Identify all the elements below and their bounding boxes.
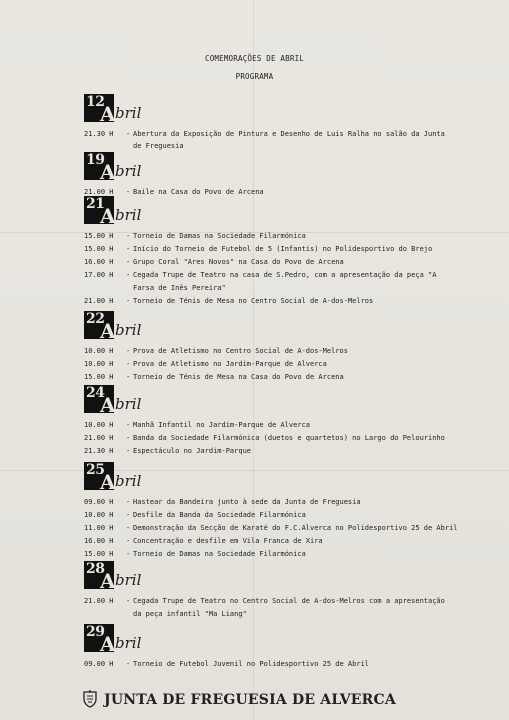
event-line — [84, 498, 484, 508]
month-capital: A — [100, 470, 116, 494]
event-line — [84, 421, 484, 431]
event-dash: - — [126, 360, 131, 368]
footer-organization-name: JUNTA DE FREGUESIA DE ALVERCA — [104, 692, 396, 708]
event-description: Prova de Atletismo no Jardim-Parque de Alverca — [133, 360, 327, 368]
day-number: 25 — [86, 462, 105, 478]
day-number: 29 — [86, 624, 105, 640]
event-line — [84, 610, 484, 620]
event-line — [84, 360, 484, 370]
event-line — [84, 142, 484, 152]
day-number: 12 — [86, 94, 105, 110]
event-dash: - — [126, 511, 131, 519]
event-line — [84, 130, 484, 140]
event-line — [84, 297, 484, 307]
month-rest: bril — [115, 206, 142, 224]
event-line — [84, 232, 484, 242]
event-line — [84, 373, 484, 383]
event-line — [84, 347, 484, 357]
day-number: 19 — [86, 152, 105, 168]
event-line — [84, 660, 484, 670]
event-dash: - — [126, 550, 131, 558]
day-number: 28 — [86, 561, 105, 577]
event-description: Baile na Casa do Povo de Arcena — [133, 188, 264, 196]
month-capital: A — [100, 632, 116, 656]
event-time: 21.00 H — [84, 297, 114, 305]
event-line — [84, 597, 484, 607]
month-rest: bril — [115, 472, 142, 490]
event-time: 09.00 H — [84, 660, 114, 668]
event-line — [84, 258, 484, 268]
month-rest: bril — [115, 321, 142, 339]
event-description: Espectáculo no Jardim-Parque — [133, 447, 252, 455]
event-line — [84, 245, 484, 255]
event-time: 21.30 H — [84, 447, 114, 455]
month-capital: A — [100, 102, 116, 126]
event-description: Concentração e desfile em Vila Franca de Xira — [133, 537, 323, 545]
event-time: 10.00 H — [84, 360, 114, 368]
event-dash: - — [126, 347, 131, 355]
event-dash: - — [126, 373, 131, 381]
event-dash: - — [126, 130, 131, 138]
event-line — [84, 284, 484, 294]
event-description: Banda da Sociedade Filarmónica (duetos e quartetos) no Largo do Pelourinho — [133, 434, 445, 442]
event-time: 16.00 H — [84, 537, 114, 545]
event-description: Abertura da Exposição de Pintura e Desenho de Luís Ralha no salão da Junta — [133, 130, 445, 138]
event-description: Farsa de Inês Pereira" — [133, 284, 226, 292]
event-line — [84, 447, 484, 457]
event-description: Manhã Infantil no Jardim-Parque de Alverca — [133, 421, 311, 429]
event-dash: - — [126, 271, 131, 279]
event-dash: - — [126, 434, 131, 442]
event-description: Cegada Trupe de Teatro na casa de S.Pedro, com a apresentação da peça "A — [133, 271, 437, 279]
event-time: 21.00 H — [84, 434, 114, 442]
event-description: da peça infantil "Ma Liang" — [133, 610, 247, 618]
event-time: 17.00 H — [84, 271, 114, 279]
page-subtitle: PROGRAMA — [235, 72, 274, 81]
month-capital: A — [100, 160, 116, 184]
month-rest: bril — [115, 162, 142, 180]
event-dash: - — [126, 297, 131, 305]
event-time: 15.00 H — [84, 245, 114, 253]
event-time: 15.00 H — [84, 373, 114, 381]
page-title: COMEMORAÇÕES DE ABRIL — [204, 54, 305, 63]
event-description: Torneio de Ténis de Mesa no Centro Social de A-dos-Melros — [133, 297, 374, 305]
event-dash: - — [126, 232, 131, 240]
event-time: 21.30 H — [84, 130, 114, 138]
month-capital: A — [100, 204, 116, 228]
event-description: de Freguesia — [133, 142, 184, 150]
day-number: 21 — [86, 196, 105, 212]
event-description: Início do Torneio de Futebol de 5 (Infantis) no Polidesportivo do Brejo — [133, 245, 433, 253]
event-line — [84, 511, 484, 521]
event-line — [84, 434, 484, 444]
event-time: 10.00 H — [84, 347, 114, 355]
month-capital: A — [100, 393, 116, 417]
event-time: 21.00 H — [84, 188, 114, 196]
event-dash: - — [126, 498, 131, 506]
event-line — [84, 188, 484, 198]
day-number: 22 — [86, 311, 105, 327]
event-description: Torneio de Ténis de Mesa na Casa do Povo de Arcena — [133, 373, 344, 381]
event-time: 11.00 H — [84, 524, 114, 532]
month-rest: bril — [115, 395, 142, 413]
event-description: Torneio de Damas na Sociedade Filarmónica — [133, 232, 306, 240]
fold-crease-horizontal — [0, 470, 509, 471]
event-dash: - — [126, 421, 131, 429]
event-time: 15.00 H — [84, 232, 114, 240]
day-number: 24 — [86, 385, 105, 401]
month-rest: bril — [115, 634, 142, 652]
footer — [82, 690, 402, 710]
event-description: Torneio de Futebol Juvenil no Polidesportivo 25 de Abril — [133, 660, 370, 668]
event-description: Grupo Coral "Ares Novos" na Casa do Povo de Arcena — [133, 258, 344, 266]
event-description: Torneio de Damas na Sociedade Filarmónica — [133, 550, 306, 558]
event-time: 21.00 H — [84, 597, 114, 605]
municipal-crest-icon — [82, 690, 98, 708]
event-dash: - — [126, 245, 131, 253]
event-dash: - — [126, 660, 131, 668]
event-dash: - — [126, 524, 131, 532]
event-line — [84, 524, 484, 534]
event-line — [84, 271, 484, 281]
month-rest: bril — [115, 571, 142, 589]
event-dash: - — [126, 447, 131, 455]
event-description: Desfile da Banda da Sociedade Filarmónica — [133, 511, 306, 519]
event-time: 15.00 H — [84, 550, 114, 558]
event-time: 10.00 H — [84, 511, 114, 519]
month-capital: A — [100, 569, 116, 593]
month-capital: A — [100, 319, 116, 343]
event-dash: - — [126, 188, 131, 196]
event-time: 09.00 H — [84, 498, 114, 506]
event-time: 10.00 H — [84, 421, 114, 429]
event-description: Hastear da Bandeira junto à sede da Junta de Freguesia — [133, 498, 361, 506]
event-description: Demonstração da Secção de Karaté do F.C.Alverca no Polidesportivo 25 de Abril — [133, 524, 458, 532]
month-rest: bril — [115, 104, 142, 122]
event-description: Cegada Trupe de Teatro no Centro Social de A-dos-Melros com a apresentação — [133, 597, 445, 605]
event-time: 16.00 H — [84, 258, 114, 266]
event-description: Prova de Atletismo no Centro Social de A-dos-Melros — [133, 347, 348, 355]
event-dash: - — [126, 537, 131, 545]
event-line — [84, 537, 484, 547]
event-dash: - — [126, 597, 131, 605]
event-line — [84, 550, 484, 560]
event-dash: - — [126, 258, 131, 266]
